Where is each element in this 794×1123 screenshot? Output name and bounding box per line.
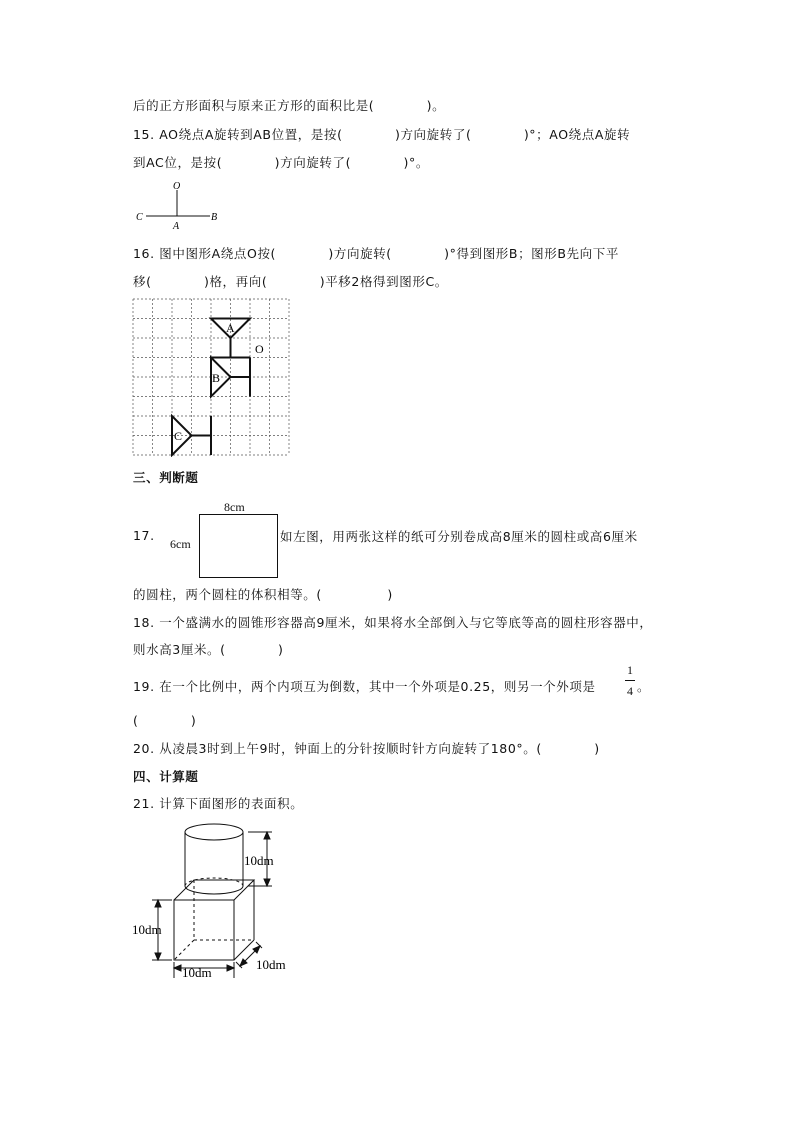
q21-solid-diagram (130, 818, 300, 980)
label-b: B (211, 212, 218, 223)
cylinder (185, 824, 243, 894)
cube (174, 880, 254, 960)
q18-line2: 则水高3厘米。( ) (133, 642, 284, 657)
q17-line2: 的圆柱，两个圆柱的体积相等。( ) (133, 587, 393, 602)
q17-rect-width-label: 8cm (224, 500, 245, 514)
fraction-denominator: 4 (627, 684, 633, 698)
q17-text: 如左图，用两张这样的纸可分别卷成高8厘米的圆柱或高6厘米 (280, 529, 638, 544)
q20-line: 20. 从凌晨3时到上午9时，钟面上的分针按顺时针方向旋转了180°。( ) (133, 741, 600, 756)
q15-line2: 到AC位，是按( )方向旋转了( )°。 (133, 155, 429, 170)
label-cylinder-height: 10dm (244, 853, 274, 868)
label-c: C (136, 212, 143, 223)
label-shape-a: A (226, 321, 235, 335)
fraction-bar (625, 680, 635, 681)
q17-paper-rectangle (199, 514, 278, 578)
label-o: O (173, 181, 181, 192)
q16-line2: 移( )格，再向( )平移2格得到图形C。 (133, 274, 448, 289)
q14-continuation: 后的正方形面积与原来正方形的面积比是( )。 (133, 98, 446, 113)
label-point-o: O (255, 342, 264, 356)
q16-grid-diagram (131, 297, 293, 457)
q19-line2: ( ) (133, 713, 197, 728)
q18-line1: 18. 一个盛满水的圆锥形容器高9厘米，如果将水全部倒入与它等底等高的圆柱形容器中， (133, 615, 653, 630)
label-shape-c: C (174, 429, 183, 443)
q17-number: 17. (133, 528, 155, 543)
q19-line1: 19. 在一个比例中，两个内项互为倒数，其中一个外项是0.25，则另一个外项是 (133, 679, 596, 694)
q16-line1: 16. 图中图形A绕点O按( )方向旋转( )°得到图形B；图形B先向下平 (133, 246, 619, 261)
label-cube-height: 10dm (132, 922, 162, 937)
q19-end: 。 (637, 679, 651, 694)
q21-line: 21. 计算下面图形的表面积。 (133, 796, 304, 811)
label-a: A (173, 221, 180, 232)
label-cube-width: 10dm (182, 965, 212, 980)
q17-rect-height-label: 6cm (170, 537, 191, 551)
section-judge-heading: 三、判断题 (133, 470, 199, 485)
label-shape-b: B (212, 371, 221, 385)
label-cube-depth: 10dm (256, 957, 286, 972)
fraction-numerator: 1 (627, 663, 633, 677)
section-calc-heading: 四、计算题 (133, 769, 199, 784)
q15-line1: 15. AO绕点A旋转到AB位置，是按( )方向旋转了( )°；AO绕点A旋转 (133, 127, 631, 142)
